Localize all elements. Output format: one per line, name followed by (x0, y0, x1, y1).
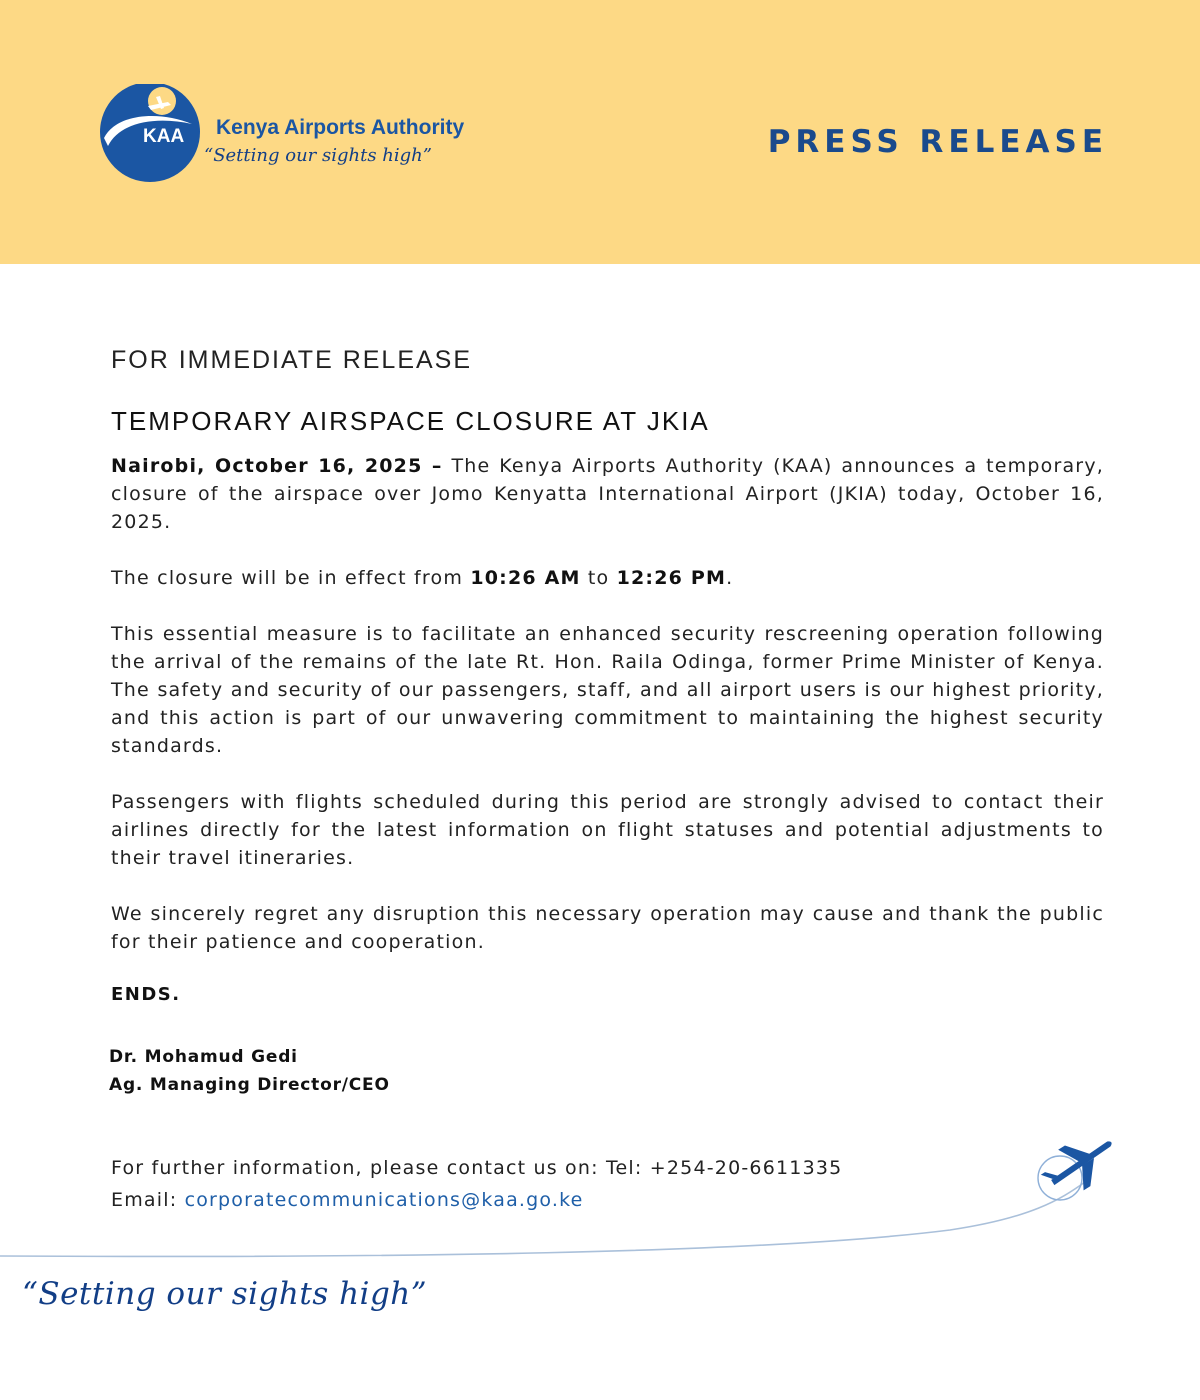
logo-abbr: KAA (143, 126, 185, 147)
closure-end: 12:26 PM (616, 567, 727, 589)
email-link[interactable]: corporatecommunications@kaa.go.ke (184, 1189, 584, 1211)
press-release-label: PRESS RELEASE (767, 124, 1108, 160)
contact-phone: For further information, please contact us on: Tel: +254-20-6611335 (111, 1157, 843, 1179)
email-label: Email: (111, 1189, 185, 1211)
logo-org-name: Kenya Airports Authority (216, 116, 465, 139)
footer-slogan: “Setting our sights high” (22, 1276, 428, 1312)
header-banner (0, 0, 1200, 264)
paragraph-intro (111, 452, 1104, 536)
kaa-logo (98, 84, 518, 184)
dateline: Nairobi, October 16, 2025 – (111, 455, 443, 477)
for-immediate-release: FOR IMMEDIATE RELEASE (111, 346, 473, 374)
paragraph-measure: This essential measure is to facilitate an enhanced security rescreening operation following the arrival of the remains of the late Rt. Hon. Raila Odinga, former Prime Minister of Kenya. The safety and security of our passengers, staff, and all airport users is our highest priority, and this action is part of our unwavering commitment to maintaining the highest security standards. (111, 623, 1104, 757)
closure-period: . (726, 567, 734, 589)
paragraph-closure-time (111, 564, 1104, 592)
logo-slogan: “Setting our sights high” (204, 145, 432, 166)
closure-start: 10:26 AM (470, 567, 581, 589)
signatory-title: Ag. Managing Director/CEO (109, 1075, 390, 1095)
signatory-name: Dr. Mohamud Gedi (109, 1047, 298, 1067)
footer-swoosh (0, 1130, 1200, 1270)
paragraph-regret: We sincerely regret any disruption this necessary operation may cause and thank the public for their patience and cooperation. (111, 903, 1104, 953)
release-content (111, 340, 1104, 1099)
closure-to: to (580, 567, 617, 589)
ends-marker: ENDS. (111, 984, 181, 1005)
release-title: TEMPORARY AIRSPACE CLOSURE AT JKIA (111, 406, 710, 436)
intro-text: The Kenya Airports Authority (KAA) announces a temporary, closure of the airspace over Jomo Kenyatta International Airport (JKIA) today, October 16, 2025. (111, 455, 1104, 533)
paragraph-passengers: Passengers with flights scheduled during this period are strongly advised to contact their airlines directly for the latest information on flight statuses and potential adjustments to their travel itineraries. (111, 791, 1104, 869)
closure-text: The closure will be in effect from (111, 567, 471, 589)
signature-block (109, 1043, 1104, 1099)
